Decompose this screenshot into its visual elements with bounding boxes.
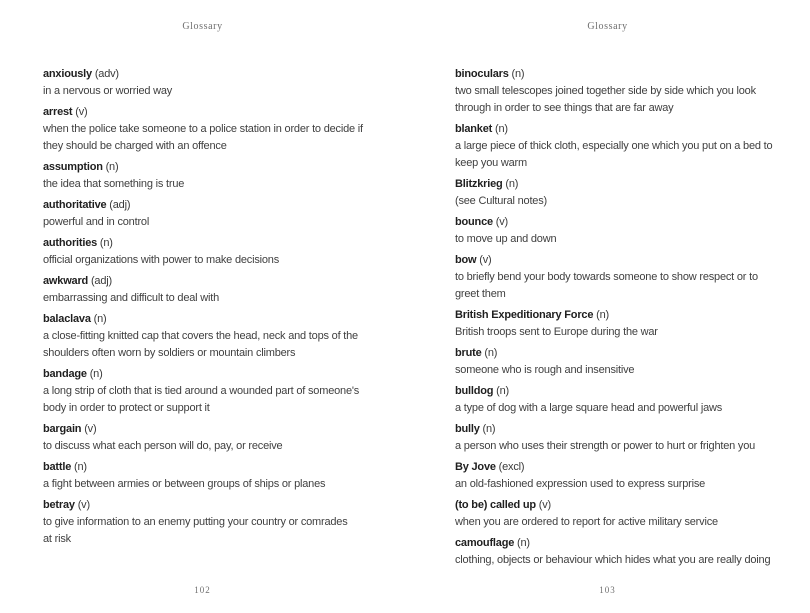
entry-headword-line	[455, 497, 772, 514]
entry-headword-line	[43, 235, 363, 252]
entry-headword-line	[43, 421, 363, 438]
glossary-entries	[0, 66, 363, 552]
glossary-entry	[455, 252, 772, 303]
entry-definition-line: shoulders often worn by soldiers or mountain climbers	[43, 347, 296, 359]
entry-headword-line	[43, 459, 363, 476]
entry-definition-line: embarrassing and difficult to deal with	[43, 292, 220, 304]
glossary-entry	[455, 383, 772, 417]
entry-definition-line: to discuss what each person will do, pay, or receive	[43, 440, 283, 452]
entry-word: bargain	[43, 423, 82, 435]
entry-headword-line	[455, 535, 772, 552]
glossary-entry	[455, 535, 772, 569]
entry-definition-line: a fight between armies or between groups of ships or planes	[43, 478, 326, 490]
entry-headword-line	[43, 66, 363, 83]
entry-definition-line: at risk	[43, 533, 71, 545]
entry-part-of-speech: (n)	[482, 423, 496, 435]
page-number: 102	[194, 585, 211, 595]
entry-definition-line: when you are ordered to report for active military service	[455, 516, 718, 528]
entry-part-of-speech: (excl)	[498, 461, 525, 473]
glossary-entry	[43, 104, 363, 155]
entry-definition-line: they should be charged with an offence	[43, 140, 227, 152]
entry-headword-line	[455, 421, 772, 438]
entry-word: betray	[43, 499, 75, 511]
entry-headword-line	[455, 345, 772, 362]
entry-headword-line	[455, 252, 772, 269]
entry-definition-line: to briefly bend your body towards someone to show respect or to	[455, 271, 758, 283]
entry-headword-line	[455, 176, 772, 193]
glossary-entry	[455, 421, 772, 455]
entry-definition-line: (see Cultural notes)	[455, 195, 547, 207]
glossary-entry	[43, 497, 363, 548]
entry-definition-line: through in order to see things that are far away	[455, 102, 674, 114]
entry-part-of-speech: (v)	[495, 216, 509, 228]
entry-word: bounce	[455, 216, 493, 228]
entry-part-of-speech: (n)	[517, 537, 530, 549]
entry-word: awkward	[43, 275, 89, 287]
entry-part-of-speech: (n)	[89, 368, 103, 380]
glossary-entry	[43, 459, 363, 493]
glossary-entry	[43, 421, 363, 455]
glossary-entry	[455, 459, 772, 493]
glossary-entry	[455, 497, 772, 531]
glossary-entries	[405, 66, 772, 573]
glossary-entry	[43, 235, 363, 269]
entry-word: bandage	[43, 368, 87, 380]
entry-definition-line: a type of dog with a large square head and powerful jaws	[455, 402, 723, 414]
entry-headword-line	[43, 497, 363, 514]
entry-word: By Jove	[455, 461, 496, 473]
entry-definition-line: a close-fitting knitted cap that covers the head, neck and tops of the	[43, 330, 358, 342]
entry-definition-line: body in order to protect or support it	[43, 402, 210, 414]
entry-headword-line	[455, 121, 772, 138]
glossary-entry	[43, 311, 363, 362]
page-number: 103	[599, 585, 616, 595]
entry-part-of-speech: (v)	[77, 499, 90, 511]
entry-part-of-speech: (v)	[84, 423, 97, 435]
entry-headword-line	[43, 366, 363, 383]
glossary-entry	[43, 366, 363, 417]
entry-definition-line: official organizations with power to make decisions	[43, 254, 280, 266]
entry-part-of-speech: (adj)	[90, 275, 112, 287]
glossary-entry	[455, 121, 772, 172]
entry-word: arrest	[43, 106, 73, 118]
entry-word: British Expeditionary Force	[455, 309, 594, 321]
entry-part-of-speech: (n)	[105, 161, 119, 173]
entry-definition-line: an old-fashioned expression used to express surprise	[455, 478, 706, 490]
entry-part-of-speech: (n)	[505, 178, 519, 190]
entry-headword-line	[43, 197, 363, 214]
entry-definition-line: powerful and in control	[43, 216, 150, 228]
entry-definition-line: keep you warm	[455, 157, 527, 169]
entry-word: blanket	[455, 123, 493, 135]
glossary-entry	[455, 345, 772, 379]
entry-word: bully	[455, 423, 480, 435]
entry-part-of-speech: (n)	[511, 68, 525, 80]
entry-part-of-speech: (n)	[93, 313, 107, 325]
entry-part-of-speech: (v)	[538, 499, 552, 511]
entry-part-of-speech: (v)	[75, 106, 88, 118]
entry-headword-line	[455, 383, 772, 400]
glossary-entry	[455, 214, 772, 248]
entry-word: anxiously	[43, 68, 92, 80]
entry-definition-line: the idea that something is true	[43, 178, 185, 190]
entry-definition-line: to give information to an enemy putting your country or comrades	[43, 516, 348, 528]
entry-word: assumption	[43, 161, 103, 173]
entry-definition-line: a long strip of cloth that is tied around a wounded part of someone's	[43, 385, 360, 397]
entry-definition-line: when the police take someone to a police station in order to decide if	[43, 123, 363, 135]
entry-definition-line: to move up and down	[455, 233, 557, 245]
entry-part-of-speech: (n)	[596, 309, 609, 321]
entry-word: balaclava	[43, 313, 91, 325]
glossary-entry	[43, 197, 363, 231]
entry-headword-line	[455, 459, 772, 476]
entry-headword-line	[455, 214, 772, 231]
entry-definition-line: clothing, objects or behaviour which hides what you are really doing	[455, 554, 771, 566]
entry-word: (to be) called up	[455, 499, 536, 511]
page-right	[405, 0, 810, 613]
entry-word: battle	[43, 461, 72, 473]
entry-headword-line	[43, 104, 363, 121]
entry-part-of-speech: (n)	[99, 237, 113, 249]
entry-word: bow	[455, 254, 477, 266]
entry-word: brute	[455, 347, 482, 359]
entry-definition-line: British troops sent to Europe during the war	[455, 326, 658, 338]
glossary-entry	[455, 176, 772, 210]
entry-word: camouflage	[455, 537, 515, 549]
entry-word: Blitzkrieg	[455, 178, 503, 190]
entry-word: bulldog	[455, 385, 494, 397]
entry-definition-line: greet them	[455, 288, 506, 300]
entry-headword-line	[43, 159, 363, 176]
glossary-entry	[43, 273, 363, 307]
entry-part-of-speech: (adv)	[94, 68, 119, 80]
entry-headword-line	[455, 66, 772, 83]
entry-headword-line	[43, 273, 363, 290]
entry-part-of-speech: (adj)	[109, 199, 131, 211]
entry-word: authoritative	[43, 199, 107, 211]
running-head: Glossary	[587, 21, 628, 32]
entry-definition-line: a large piece of thick cloth, especially one which you put on a bed to	[455, 140, 773, 152]
entry-word: authorities	[43, 237, 98, 249]
entry-definition-line: a person who uses their strength or power to hurt or frighten you	[455, 440, 756, 452]
entry-part-of-speech: (v)	[479, 254, 492, 266]
glossary-entry	[455, 307, 772, 341]
glossary-entry	[455, 66, 772, 117]
entry-part-of-speech: (n)	[496, 385, 510, 397]
running-head: Glossary	[182, 21, 223, 32]
entry-headword-line	[455, 307, 772, 324]
entry-part-of-speech: (n)	[74, 461, 87, 473]
entry-headword-line	[43, 311, 363, 328]
entry-part-of-speech: (n)	[494, 123, 508, 135]
entry-definition-line: two small telescopes joined together side by side which you look	[455, 85, 756, 97]
glossary-entry	[43, 159, 363, 193]
entry-part-of-speech: (n)	[484, 347, 498, 359]
entry-definition-line: in a nervous or worried way	[43, 85, 173, 97]
glossary-entry	[43, 66, 363, 100]
entry-word: binoculars	[455, 68, 509, 80]
entry-definition-line: someone who is rough and insensitive	[455, 364, 635, 376]
